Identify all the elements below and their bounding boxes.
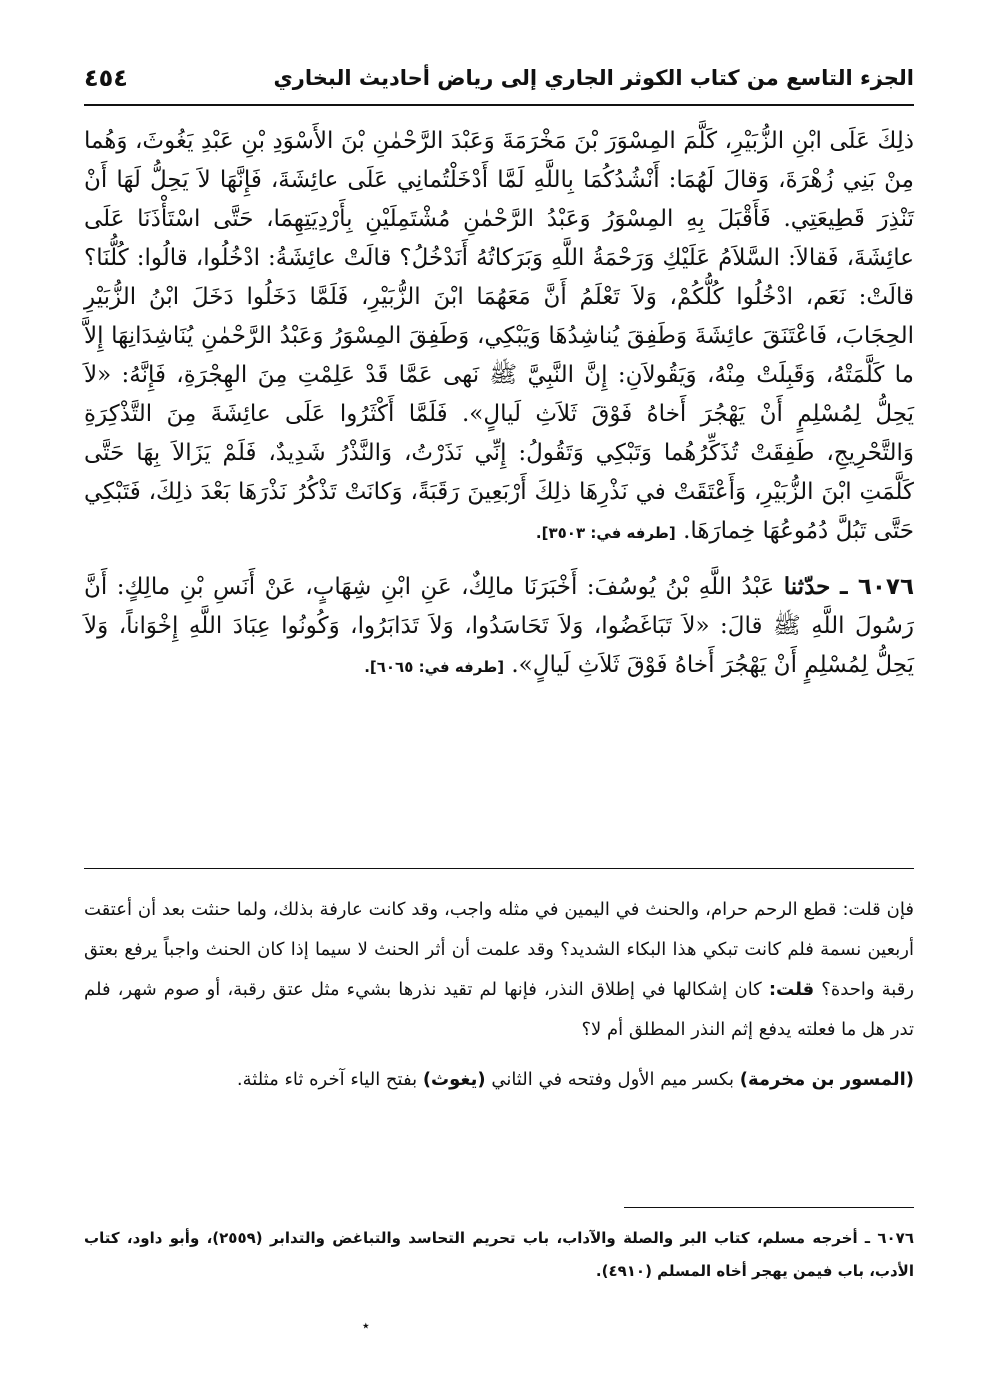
footnote-text: ٦٠٧٦ ـ أخرجه مسلم، كتاب البر والصلة والآداب، باب تحريم التحاسد والتباغض والتدابر (٢٥٥٩)، وأبو داود، كتاب الأدب، باب فيمن يهجر أخاه المسلم (٤٩١٠). [84,1229,914,1280]
narration-lead: حدّثنا [783,573,831,600]
header-rule [84,104,914,106]
hadith-text: ذلِكَ عَلَى ابْنِ الزُّبَيْرِ، كَلَّمَ المِسْوَرَ بْنَ مَخْرَمَةَ وَعَبْدَ الرَّحْمٰنِ بْنَ الأَسْوَدِ بْنِ عَبْدِ يَغُوثَ، وَهُما مِنْ بَنِي زُهْرَةَ، وَقالَ لَهُمَا: أَنْشُدُكُمَا بِاللَّهِ لَمَّا أَدْخَلْتُمانِي عَلَى عائِشَةَ، فَإِنَّهَا لاَ يَحِلُّ لَهَا أَنْ تَنْذِرَ قَطِيعَتِي. فَأَقْبَلَ بِهِ المِسْوَرُ وَعَبْدُ الرَّحْمٰنِ مُشْتَمِلَيْنِ بِأَرْدِيَتِهِمَا، حَتَّى اسْتَأْذَنَا عَلَى عائِشَةَ، فَقالاَ: السَّلاَمُ عَلَيْكِ وَرَحْمَةُ اللَّهِ وَبَرَكاتُهُ أَنَدْخُلُ؟ قالَتْ عائِشَةُ: ادْخُلُوا، قالُوا: كُلُّنَا؟ قالَتْ: نَعَم، ادْخُلُوا كُلُّكُمْ، وَلاَ تَعْلَمُ أَنَّ مَعَهُمَا ابْنَ الزُّبَيْرِ، فَلَمَّا دَخَلُوا دَخَلَ ابْنُ الزُّبَيْرِ الحِجَابَ، فَاعْتَنَقَ عائِشَةَ وَطَفِقَ يُناشِدُهَا وَيَبْكِي، وَطَفِقَ المِسْوَرُ وَعَبْدُ الرَّحْمٰنِ يُنَاشِدَانِهَا إِلاَّ ما كَلَّمَتْهُ، وَقَبِلَتْ مِنْهُ، وَيَقُولاَنِ: إِنَّ النَّبِيَّ ﷺ نَهى عَمَّا قَدْ عَلِمْتِ مِنَ الهِجْرَةِ، فَإِنَّهُ: «لاَ يَحِلُّ لِمُسْلِمٍ أَنْ يَهْجُرَ أَخاهُ فَوْقَ ثَلاَثِ لَيالٍ». فَلَمَّا أَكْثَرُوا عَلَى عائِشَةَ مِنَ التَّذْكِرَةِ وَالتَّحْرِيجِ، طَفِقَتْ تُذَكِّرُهُما وَتَبْكِي وَتَقُولُ: إِنِّي نَذَرْتُ، وَالنَّذْرُ شَدِيدٌ، فَلَمْ يَزَالاَ بِهَا حَتَّى كَلَّمَتِ ابْنَ الزُّبَيْرِ، وَأَعْتَقَتْ في نَذْرِهَا ذلِكَ أَرْبَعِينَ رَقَبَةً، وَكانَتْ تَذْكُرُ نَذْرَهَا بَعْدَ ذلِكَ، فَتَبْكِي حَتَّى تَبُلَّ دُمُوعُهَا خِمارَهَا. [84,128,914,544]
answer-lead: قلت: [768,979,815,1000]
page-bottom-mark: ٭ [362,1318,370,1334]
question-lead: فإن قلت: [842,899,914,920]
cross-reference: [طرفه في: ٦٠٦٥]. [364,658,505,676]
answer-text: كان إشكالها في إطلاق النذر، فإنها لم تقيد نذرها بشيء مثل عتق رقبة، أو صوم شهر، فلم تدر هل ما فعلته يدفع إثم النذر المطلق أم لا؟ [84,979,914,1040]
commentary-paragraph-1 [84,890,914,1050]
running-header [84,58,914,98]
footnote [84,1222,914,1288]
term-explanation: بفتح الياء آخره ثاء مثلثة. [236,1069,418,1090]
cross-reference: [طرفه في: ٣٥٠٣]. [535,524,676,542]
commentary-paragraph-2 [84,1060,914,1100]
footnote-rule [624,1207,914,1208]
term-explanation: بكسر ميم الأول وفتحه في الثاني [491,1069,734,1090]
question-text: قطع الرحم حرام، والحنث في اليمين في مثله واجب، وقد كانت عارفة بذلك، ولما حنثت بعد أن أعتقت أربعين نسمة فلم كانت تبكي هذا البكاء الشديد؟ وقد علمت أن أثر الحنث لا سيما إذا كان الحنث واجباً يرفع بعتق رقبة واحدة؟ [84,899,914,1000]
text-divider [84,868,914,869]
hadith-paragraph-2 [84,567,914,687]
main-text [84,122,914,687]
page-number: ٤٥٤ [84,64,128,92]
term: (يغوث) [422,1069,486,1090]
hadith-number: ٦٠٧٦ ـ [839,574,914,600]
commentary [84,890,914,1100]
hadith-text: عَبْدُ اللَّهِ بْنُ يُوسُفَ: أَخْبَرَنَا مالِكٌ، عَنِ ابْنِ شِهَابٍ، عَنْ أَنَسِ بْنِ مالِكٍ: أَنَّ رَسُولَ اللَّهِ ﷺ قالَ: «لاَ تَبَاغَضُوا، وَلاَ تَحَاسَدُوا، وَلاَ تَدَابَرُوا، وَكُونُوا عِبَادَ اللَّهِ إِخْوَاناً، وَلاَ يَحِلُّ لِمُسْلِمٍ أَنْ يَهْجُرَ أَخاهُ فَوْقَ ثَلاَثِ لَيالٍ». [84,574,914,678]
term: (المسور بن مخرمة) [739,1069,914,1090]
hadith-paragraph-1 [84,122,914,553]
header-title: الجزء التاسع من كتاب الكوثر الجاري إلى رياض أحاديث البخاري [273,66,914,90]
